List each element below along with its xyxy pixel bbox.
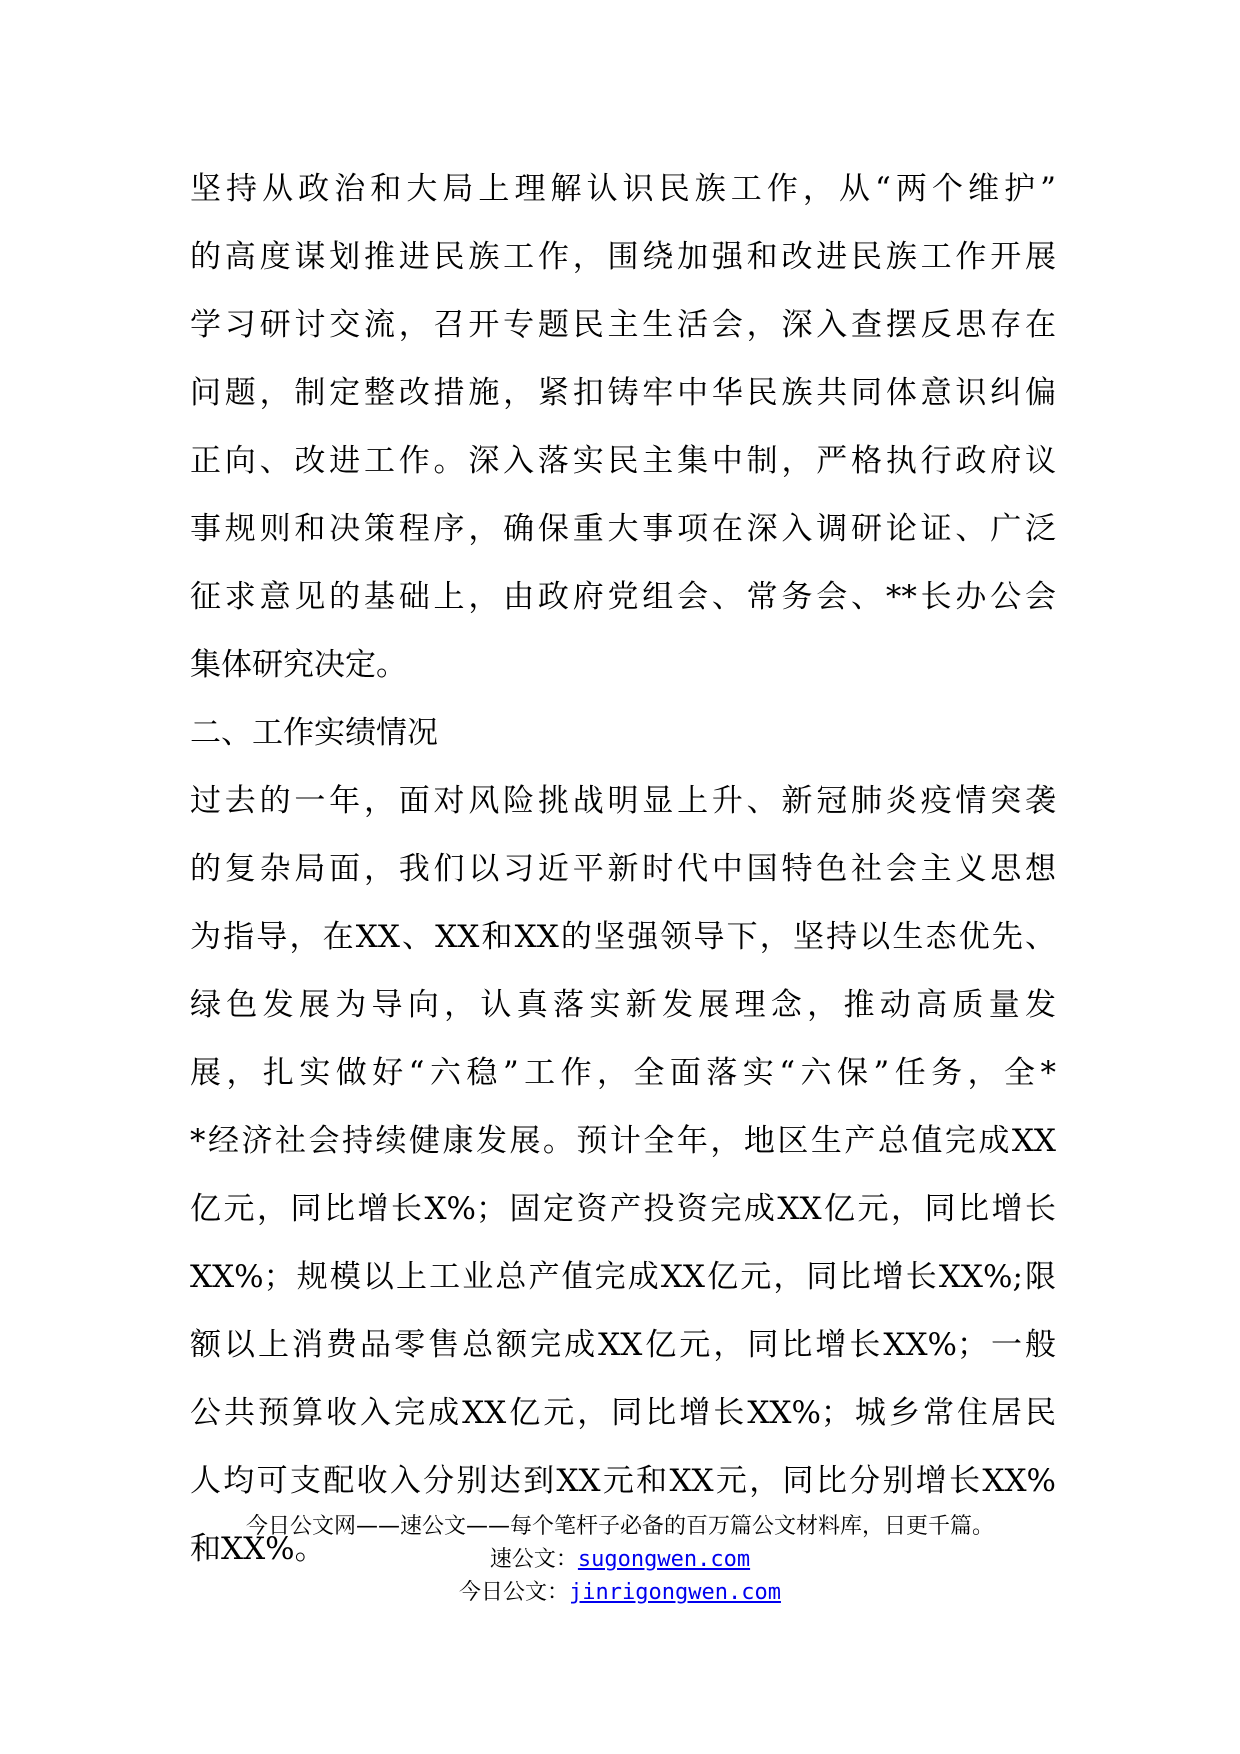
- jinri-label: 今日公文：: [459, 1580, 570, 1605]
- text-line: 事规则和决策程序，确保重大事项在深入调研论证、广泛: [190, 511, 1056, 547]
- text-line: 人均可支配收入分别达到XX元和XX元，同比分别增长XX%: [190, 1463, 1056, 1499]
- text-line: 的高度谋划推进民族工作，围绕加强和改进民族工作开展: [190, 239, 1056, 275]
- footer-sugongwen-line: [0, 1543, 1240, 1576]
- text-line: 公共预算收入完成XX亿元，同比增长XX%；城乡常住居民: [190, 1395, 1056, 1431]
- text-line: 为指导，在XX、XX和XX的坚强领导下，坚持以生态优先、: [190, 919, 1056, 955]
- text-line: 的复杂局面，我们以习近平新时代中国特色社会主义思想: [190, 851, 1056, 887]
- text-line: 额以上消费品零售总额完成XX亿元，同比增长XX%；一般: [190, 1327, 1056, 1363]
- text-line: 正向、改进工作。深入落实民主集中制，严格执行政府议: [190, 443, 1056, 479]
- text-line: 展，扎实做好“六稳”工作，全面落实“六保”任务，全*: [190, 1055, 1056, 1091]
- text-line: 二、工作实绩情况: [190, 715, 438, 751]
- footer-tagline: 今日公文网——速公文——每个笔杆子必备的百万篇公文材料库，日更千篇。: [245, 1514, 994, 1539]
- footer-jinri-line: [0, 1576, 1240, 1609]
- text-line: XX%；规模以上工业总产值完成XX亿元，同比增长XX%;限: [190, 1259, 1056, 1295]
- text-line: 问题，制定整改措施，紧扣铸牢中华民族共同体意识纠偏: [190, 375, 1056, 411]
- footer: [0, 1510, 1240, 1609]
- jinri-link[interactable]: jinrigongwen.com: [569, 1580, 781, 1605]
- text-line: 过去的一年，面对风险挑战明显上升、新冠肺炎疫情突袭: [190, 783, 1056, 819]
- text-line: 学习研讨交流，召开专题民主生活会，深入查摆反思存在: [190, 307, 1056, 343]
- sugongwen-link[interactable]: sugongwen.com: [577, 1547, 751, 1572]
- text-line: 坚持从政治和大局上理解认识民族工作，从“两个维护”: [190, 171, 1056, 207]
- text-line: 亿元，同比增长X%；固定资产投资完成XX亿元，同比增长: [190, 1191, 1056, 1227]
- text-line: 绿色发展为导向，认真落实新发展理念，推动高质量发: [190, 987, 1056, 1023]
- sugongwen-label: 速公文：: [489, 1547, 578, 1572]
- text-line: *经济社会持续健康发展。预计全年，地区生产总值完成XX: [190, 1123, 1056, 1159]
- document-body: [190, 155, 1056, 1583]
- text-line: 和XX%。: [190, 1531, 326, 1567]
- text-line: 征求意见的基础上，由政府党组会、常务会、**长办公会: [190, 579, 1056, 615]
- text-line: 集体研究决定。: [190, 647, 407, 683]
